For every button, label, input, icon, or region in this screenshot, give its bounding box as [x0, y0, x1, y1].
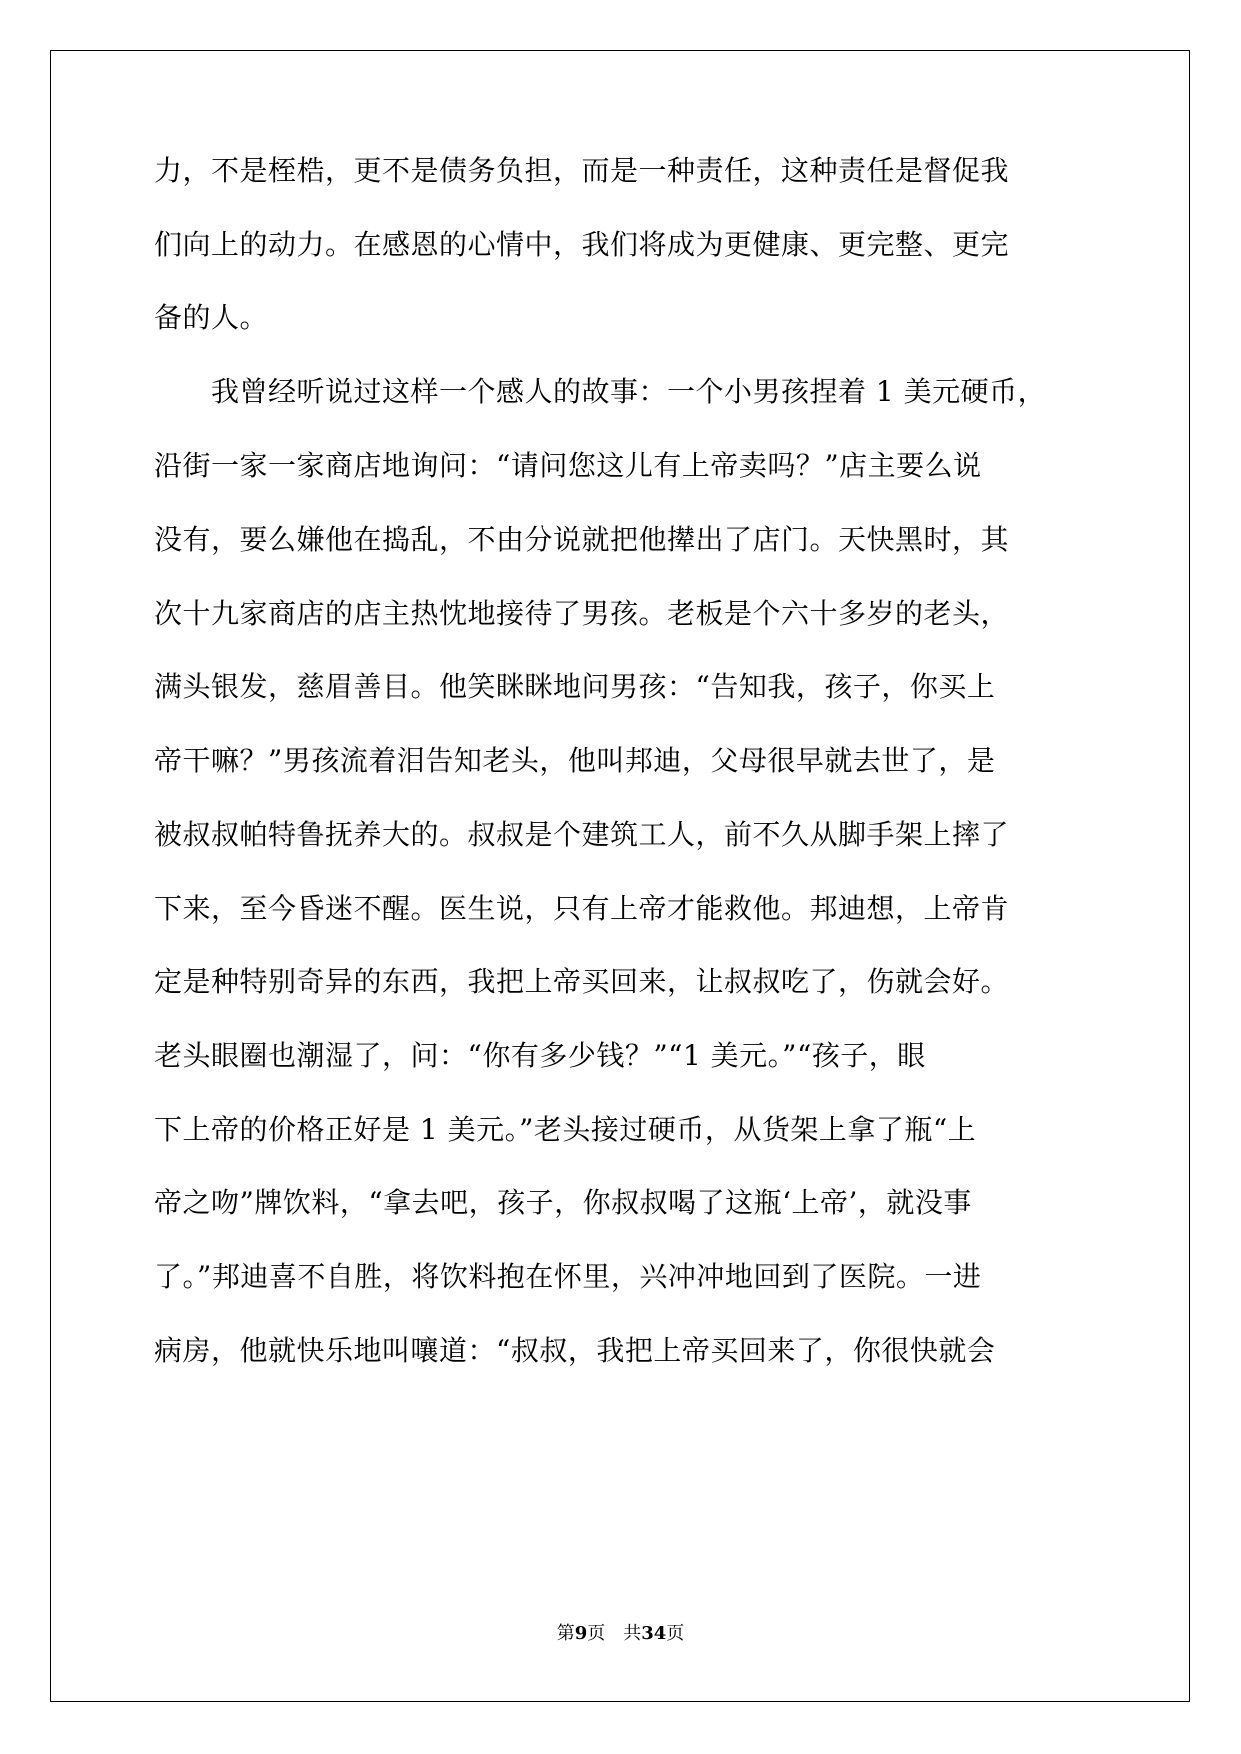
footer-page-middle: 页 共 — [587, 1623, 642, 1644]
text-line: 们向上的动力。在感恩的心情中，我们将成为更健康、更完整、更完 — [154, 228, 1010, 261]
footer-page-prefix: 第 — [556, 1623, 575, 1644]
text-line: 了。”邦迪喜不自胜，将饮料抱在怀里，兴冲冲地回到了医院。一进 — [154, 1260, 982, 1293]
text-line: 力，不是桎梏，更不是债务负担，而是一种责任，这种责任是督促我 — [154, 154, 1010, 187]
text-line: 定是种特别奇异的东西，我把上帝买回来，让叔叔吃了，伤就会好。 — [154, 965, 1010, 998]
paragraph-start-line: 我曾经听说过这样一个感人的故事：一个小男孩捏着 1 美元硬币， — [154, 375, 1047, 408]
text-line: 满头银发，慈眉善目。他笑眯眯地问男孩：“告知我，孩子，你买上 — [154, 670, 996, 703]
text-line: 下上帝的价格正好是 1 美元。”老头接过硬币，从货架上拿了瓶“上 — [154, 1113, 977, 1146]
footer-page-suffix: 页 — [666, 1623, 685, 1644]
text-line: 病房，他就快乐地叫嚷道：“叔叔，我把上帝买回来了，你很快就会 — [154, 1334, 996, 1367]
text-line: 沿街一家一家商店地询问：“请问您这儿有上帝卖吗？”店主要么说 — [154, 449, 982, 482]
text-line: 被叔叔帕特鲁抚养大的。叔叔是个建筑工人，前不久从脚手架上摔了 — [154, 818, 1010, 851]
text-line: 帝干嘛？”男孩流着泪告知老头，他叫邦迪，父母很早就去世了，是 — [154, 744, 996, 777]
text-line: 老头眼圈也潮湿了，问：“你有多少钱？”“1 美元。”“孩子，眼 — [154, 1039, 926, 1072]
footer-page-number: 9 — [574, 1623, 588, 1644]
text-line: 帝之吻”牌饮料，“拿去吧，孩子，你叔叔喝了这瓶‘上帝’，就没事 — [154, 1186, 972, 1219]
text-line: 没有，要么嫌他在捣乱，不由分说就把他撵出了店门。天快黑时，其 — [154, 523, 1010, 556]
text-line: 次十九家商店的店主热忱地接待了男孩。老板是个六十多岁的老头， — [154, 597, 1010, 630]
text-line: 备的人。 — [154, 301, 269, 334]
text-line: 下来，至今昏迷不醒。医生说，只有上帝才能救他。邦迪想，上帝肯 — [154, 892, 1010, 925]
footer-total-pages: 34 — [641, 1623, 667, 1644]
page-footer — [0, 1622, 1241, 1646]
